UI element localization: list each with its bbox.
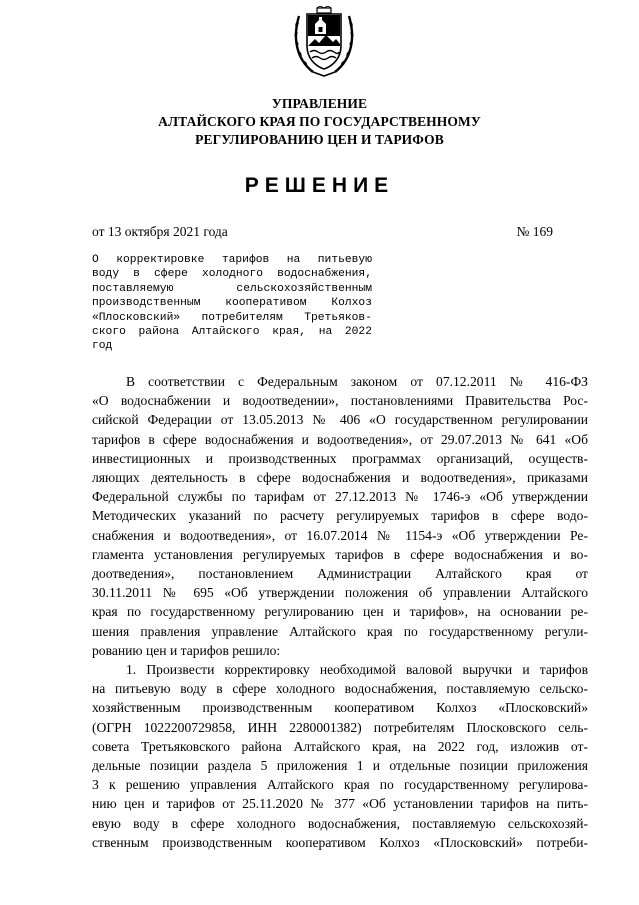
subject-line: производственным кооперативом Колхоз	[92, 297, 372, 310]
subject-line: воду в сфере холодного водоснабжения,	[92, 268, 372, 281]
organization-name-line2: АЛТАЙСКОГО КРАЯ ПО ГОСУДАРСТВЕННОМУ	[158, 114, 481, 129]
document-date: от 13 октября 2021 года	[92, 224, 228, 239]
body-line: дельные позиции раздела 5 приложения 1 и отдельные позиции приложения	[92, 758, 588, 774]
body-line: доотведения», постановлением Администрации Алтайского края от	[92, 566, 588, 582]
body-line: сийской Федерации от 13.05.2013 № 406 «О государственном регулировании	[92, 412, 588, 428]
body-line: Федеральной службы по тарифам от 27.12.2013 № 1746-э «Об утверждении	[92, 489, 588, 505]
subject-line: ского района Алтайского края, на 2022	[92, 326, 372, 339]
body-line: тарифов в сфере водоснабжения и водоотведения», от 29.07.2013 № 641 «Об	[92, 431, 588, 447]
body-line: на питьевую воду в сфере холодного водоснабжения, поставляемую сельско-	[92, 681, 588, 697]
subject-line: О корректировке тарифов на питьевую	[92, 254, 372, 266]
subject-line: год	[92, 340, 113, 353]
body-line: хозяйственным производственным кооперативом Колхоз «Плосковский»	[92, 700, 588, 716]
subject-line: поставляемую сельскохозяйственным	[92, 282, 372, 295]
body-line: рованию цен и тарифов решило:	[92, 642, 281, 658]
organization-name-line1: УПРАВЛЕНИЕ	[271, 96, 368, 111]
body-line: (ОГРН 1022200729858, ИНН 2280001382) потребителям Плосковского сель-	[92, 719, 588, 735]
body-line: инвестиционных и производственных программах организаций, осуществ-	[92, 450, 588, 466]
body-line: нию цен и тарифов от 25.11.2020 № 377 «Об установлении тарифов на пить-	[92, 796, 588, 812]
body-line: евую воду в сфере холодного водоснабжения, поставляемую сельскохозяй-	[92, 815, 588, 831]
body-line: края по государственному регулированию цен и тарифов», на основании ре-	[92, 604, 588, 620]
body-line: шения правления управление Алтайского края по государственному регули-	[92, 623, 588, 639]
body-line: 1. Произвести корректировку необходимой валовой выручки и тарифов	[126, 662, 588, 678]
body-line: «О водоснабжении и водоотведении», постановлениями Правительства Рос-	[92, 393, 588, 409]
body-line: снабжения и водоотведения», от 16.07.2014 № 1154-э «Об утверждении Ре-	[92, 527, 588, 543]
document-body	[92, 372, 588, 852]
document-subject	[92, 253, 372, 354]
document-number: № 169	[516, 224, 553, 239]
altai-krai-emblem-icon	[291, 6, 357, 80]
body-line: ляющих деятельность в сфере водоснабжения и водоотведения», приказами	[92, 470, 588, 486]
body-line: В соответствии с Федеральным законом от 07.12.2011 № 416-ФЗ	[126, 374, 588, 389]
body-line: гламента установления регулируемых тарифов в сфере водоснабжения и во-	[92, 546, 588, 562]
organization-name-line3: РЕГУЛИРОВАНИЮ ЦЕН И ТАРИФОВ	[195, 132, 444, 147]
subject-line: «Плосковский» потребителям Третьяков-	[92, 311, 372, 324]
body-line: Методических указаний по расчету регулируемых тарифов в сфере водо-	[92, 508, 588, 524]
body-line: совета Третьяковского района Алтайского края, на 2022 год, изложив от-	[92, 738, 588, 754]
body-line: ственным производственным кооперативом Колхоз «Плосковский» потреби-	[92, 834, 588, 850]
body-line: 30.11.2011 № 695 «Об утверждении положения об управлении Алтайского	[92, 585, 588, 601]
body-line: 3 к решению управления Алтайского края по государственному регулирова-	[92, 777, 588, 793]
document-title: РЕШЕНИЕ	[244, 174, 395, 197]
